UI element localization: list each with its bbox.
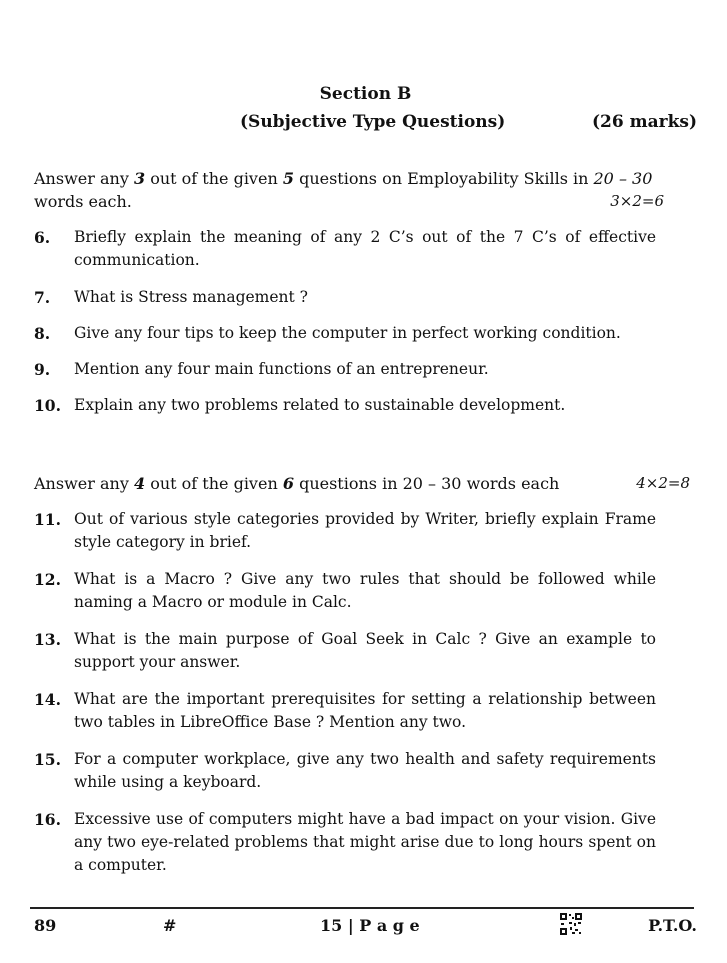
question-text: What is the main purpose of Goal Seek in Calc ? Give an example to support your answer. [74,630,656,671]
instruction-text: out of the given [150,474,278,493]
page-number: 15 | P a g e [320,916,420,935]
section-subtitle: (Subjective Type Questions) [240,112,506,132]
question-item [34,568,656,614]
paper-code: 89 [34,916,57,935]
question-number: 13. [34,630,61,649]
hash-mark: # [163,916,177,935]
instruction-text: out of the given [150,169,278,188]
question-number: 10. [34,396,61,415]
question-number: 6. [34,228,51,247]
question-text: Give any four tips to keep the computer in perfect working condition. [74,324,621,342]
question-item [34,688,656,734]
instruction-total: 6 [282,474,294,493]
instruction-text: Answer any [34,169,129,188]
instruction-text: questions on Employability Skills in [299,169,589,188]
question-item [34,748,656,794]
pto-label: P.T.O. [648,916,697,935]
question-item [34,226,656,272]
question-item [34,322,656,345]
question-number: 14. [34,690,61,709]
question-text: Excessive use of computers might have a bad impact on your vision. Give any two eye-related problems that might arise due to long hours spent on a computer. [74,810,656,874]
instruction-text: questions in 20 – 30 words each [299,474,560,493]
question-text: Mention any four main functions of an entrepreneur. [74,360,489,378]
instruction-text: Answer any [34,474,129,493]
question-text: Briefly explain the meaning of any 2 C’s out of the 7 C’s of effective communication. [74,228,656,269]
question-number: 9. [34,360,51,379]
question-number: 7. [34,288,51,307]
question-text: For a computer workplace, give any two health and safety requirements while using a keyboard. [74,750,656,791]
part1-scoring: 3×2=6 [610,192,664,210]
question-text: What is a Macro ? Give any two rules that should be followed while naming a Macro or module in Calc. [74,570,656,611]
question-number: 16. [34,810,61,829]
question-item [34,286,656,309]
part2-instruction [34,472,690,495]
section-title: Section B [319,84,412,104]
question-number: 8. [34,324,51,343]
part2-scoring: 4×2=8 [636,474,690,492]
question-item [34,358,656,381]
qr-code-icon [560,913,582,935]
question-text: What are the important prerequisites for setting a relationship between two tables in LibreOffice Base ? Mention any two. [74,690,656,731]
instruction-text: words each. [34,192,132,211]
question-text: Out of various style categories provided by Writer, briefly explain Frame style category in brief. [74,510,656,551]
instruction-range: 20 – 30 [593,169,653,188]
question-number: 15. [34,750,61,769]
question-number: 11. [34,510,61,529]
section-marks: (26 marks) [592,112,697,132]
instruction-count: 4 [133,474,146,493]
question-item [34,628,656,674]
question-number: 12. [34,570,61,589]
footer-divider [30,907,694,909]
question-item [34,394,656,417]
question-text: Explain any two problems related to sustainable development. [74,396,566,414]
part1-instruction [34,167,664,213]
question-item [34,808,656,877]
instruction-total: 5 [282,169,294,188]
question-text: What is Stress management ? [74,288,308,306]
question-item [34,508,656,554]
instruction-count: 3 [133,169,146,188]
